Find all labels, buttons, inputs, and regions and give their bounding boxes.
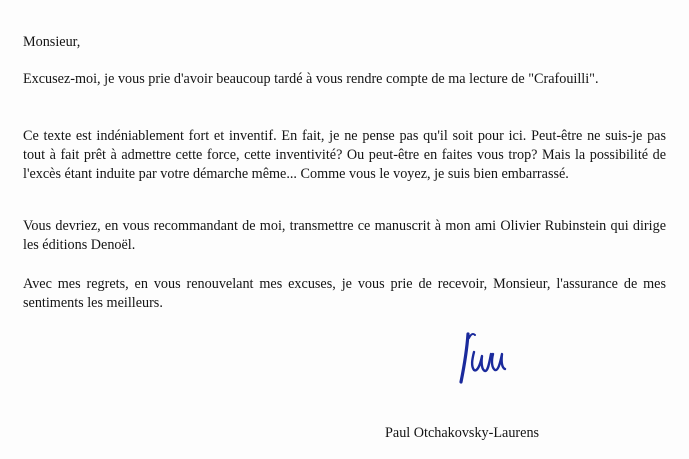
- paragraph-referral: Vous devriez, en vous recommandant de moi, transmettre ce manuscrit à mon ami Olivier Rubinstein qui dirige les éditions Denoël.: [23, 218, 666, 253]
- paragraph-apology: Excusez-moi, je vous prie d'avoir beaucoup tardé à vous rendre compte de ma lecture de "Crafouilli".: [23, 71, 599, 87]
- salutation: Monsieur,: [23, 34, 81, 50]
- handwritten-signature: [448, 326, 528, 392]
- signer-name: Paul Otchakovsky-Laurens: [385, 425, 540, 441]
- paragraph-closing: Avec mes regrets, en vous renouvelant mes excuses, je vous prie de recevoir, Monsieur, l'assurance de mes sentiments les meilleurs.: [23, 276, 666, 311]
- paragraph-assessment: Ce texte est indéniablement fort et inventif. En fait, je ne pense pas qu'il soit pour ici. Peut-être ne suis-je pas tout à fait prêt à admettre cette force, cette inventivité? Ou peut-être en faites vous trop? Mais la possibilité de l'excès étant induite par votre démarche même... Comme vous le voyez, je suis bien embarrassé.: [23, 128, 666, 182]
